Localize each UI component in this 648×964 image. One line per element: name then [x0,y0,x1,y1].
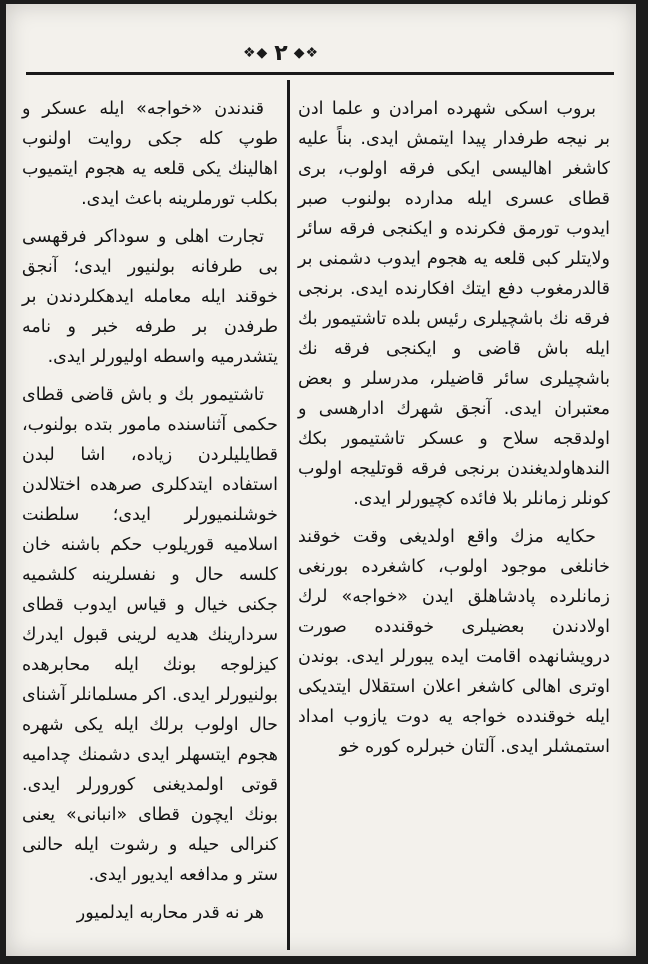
right-paragraph-2: حكايه مزك واقع اولديغى وقت خوقند خانلغى موجود اولوب، كاشغرده بورنغى زمانلرده پادشاهلق ايدن «خواجه» لرك اولادندن بعضيلرى خوقندده صورت درويشانهده اقامت ايده يبورلر ايدى. بوندن اوترى اهالى كاشغر اعلان استقلال ايتديكى ايله خوقندده خواجه يه دوت يازوب امداد استمشلر ايدى. آلتان خبرلره كوره خو [298,527,610,757]
left-column [22,94,278,936]
right-paragraph-1: بروب اسكى شهرده امرادن و علما ادن بر نيجه طرفدار پيدا ايتمش ايدى. بناً عليه كاشغر اهاليسى ايكى فرقه اولوب، برى قطاى عسرى ايله مدارده بولنوب صبر ايدوب تورمق فكرنده و ايكنجى فرقه سائر ولايتلر كبى قلعه يه هجوم ايدوب دشمنى بر قالدرمغوب دفع ايتك افكارنده ايدى. برنجى فرقه نك باشچيلرى رئيس بلده تاشتيمور بك ايله باش قاضى و ايكنجى فرقه نك باشچيلرى سائر قاضيلر، مدرسلر و بعض معتبران ايدى. آنجق شهرك ادارهسى و اولدقجه سلاح و عسكر تاشتيمور بكك الندهاولديغندن برنجى فرقه قوتليجه اولوب كونلر زمانلر بلا فائده كچيورلر ايدى. [298,99,610,509]
left-paragraph-1: قندندن «خواجه» ايله عسكر و طوپ كله جكى روايت اولنوب اهالينك يكى قلعه يه هجوم ايتميوب بكلب تورملرينه باعث ايدى. [22,99,278,209]
left-paragraph-3: تاشتيمور بك و باش قاضى قطاى حكمى آثناسنده مامور بتده بولنوب، قطايليلردن زياده، اشا لبدن استفاده ايتدكلرى صرهده اختلالدن خوشلنميورلر ايدى؛ سلطنت اسلاميه قوريلوب حكم باشنه خان كلسه حال و نفسلرينه كلشميه جكنى خيال و قياس ايدوب قطاى سردارينك هديه لرينى قبول ايدرك كيزلوجه بونك ايله محابرهده بولنيورلر ايدى. اكر مسلمانلر آشناى حال اولوب برلك ايله يكى شهره هجوم ايتسهلر ايدى دشمنك چدامیه قوتى اولمديغنى كورورلر ايدى. بونك ايچون قطاى «انبانى» يعنى كنرالى حيله و رشوت ايله حالنى ستر و مدافعه ايديور ايدى. [22,385,278,885]
right-column [298,94,610,770]
header-rule [26,72,614,75]
left-paragraph-4: هر نه قدر محاربه ايدلميور [76,903,264,923]
left-paragraph-2: تجارت اهلى و سوداكر فرقهسى بى طرفانه بولنيور ايدى؛ آنجق خوقند ايله معامله ايدهكلردندن بر طرفدن بر طرفه خبر و نامه يتشدرميه واسطه اوليورلر ايدى. [22,227,278,367]
column-divider [287,80,290,950]
ornament-left-icon: ❖◆ [242,45,269,61]
ornament-right-icon: ◆❖ [293,45,320,61]
page-header [226,38,336,68]
page-number: ٢ [274,40,288,66]
newspaper-page [6,4,636,956]
